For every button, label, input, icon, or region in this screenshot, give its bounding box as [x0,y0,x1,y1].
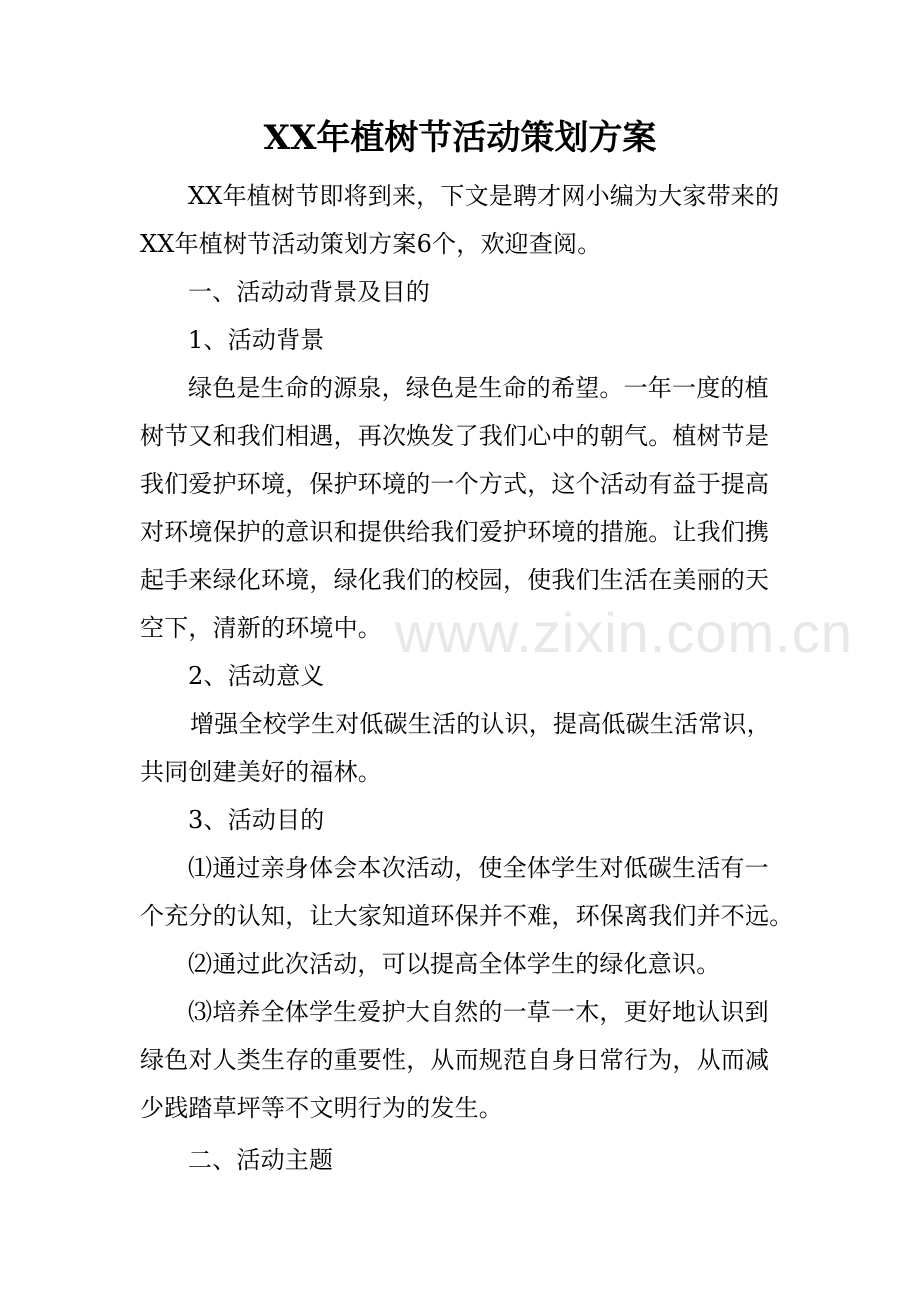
paragraph-line: 树节又和我们相遇，再次焕发了我们心中的朝气。植树节是 [140,422,770,450]
list-item-line: ⑶培养全体学生爱护大自然的一草一木，更好地认识到 [188,998,769,1026]
paragraph-line: 绿色是生命的源泉，绿色是生命的希望。一年一度的植 [188,374,769,402]
paragraph-line: 空下，清新的环境中。 [140,614,382,642]
subsection-heading: 1、活动背景 [188,326,325,354]
list-item-line: ⑵通过此次活动，可以提高全体学生的绿化意识。 [188,950,721,978]
list-item-line: 个充分的认知，让大家知道环保并不难，环保离我们并不远。 [140,902,794,930]
paragraph-line: 对环境保护的意识和提供给我们爱护环境的措施。让我们携 [140,518,770,546]
list-item-line: 绿色对人类生存的重要性，从而规范自身日常行为，从而减 [140,1046,770,1074]
section-heading: 二、活动主题 [188,1146,334,1174]
subsection-heading: 2、活动意义 [188,662,325,690]
paragraph-line: 我们爱护环境，保护环境的一个方式，这个活动有益于提高 [140,470,770,498]
paragraph-line: XX年植树节即将到来，下文是聘才网小编为大家带来的 [188,182,780,210]
document-title: XX年植树节活动策划方案 [263,118,657,158]
paragraph-line: 共同创建美好的福林。 [140,758,382,786]
list-item-line: ⑴通过亲身体会本次活动，使全体学生对低碳生活有一 [188,854,769,882]
watermark-text: www.zixin.com.cn [395,601,853,664]
paragraph-line: XX年植树节活动策划方案6个，欢迎查阅。 [140,230,602,258]
section-heading: 一、活动动背景及目的 [188,278,430,306]
paragraph-line: 起手来绿化环境，绿化我们的校园，使我们生活在美丽的天 [140,566,770,594]
list-item-line: 少践踏草坪等不文明行为的发生。 [140,1094,503,1122]
paragraph-line: 增强全校学生对低碳生活的认识，提高低碳生活常识， [190,710,771,738]
subsection-heading: 3、活动目的 [188,806,325,834]
